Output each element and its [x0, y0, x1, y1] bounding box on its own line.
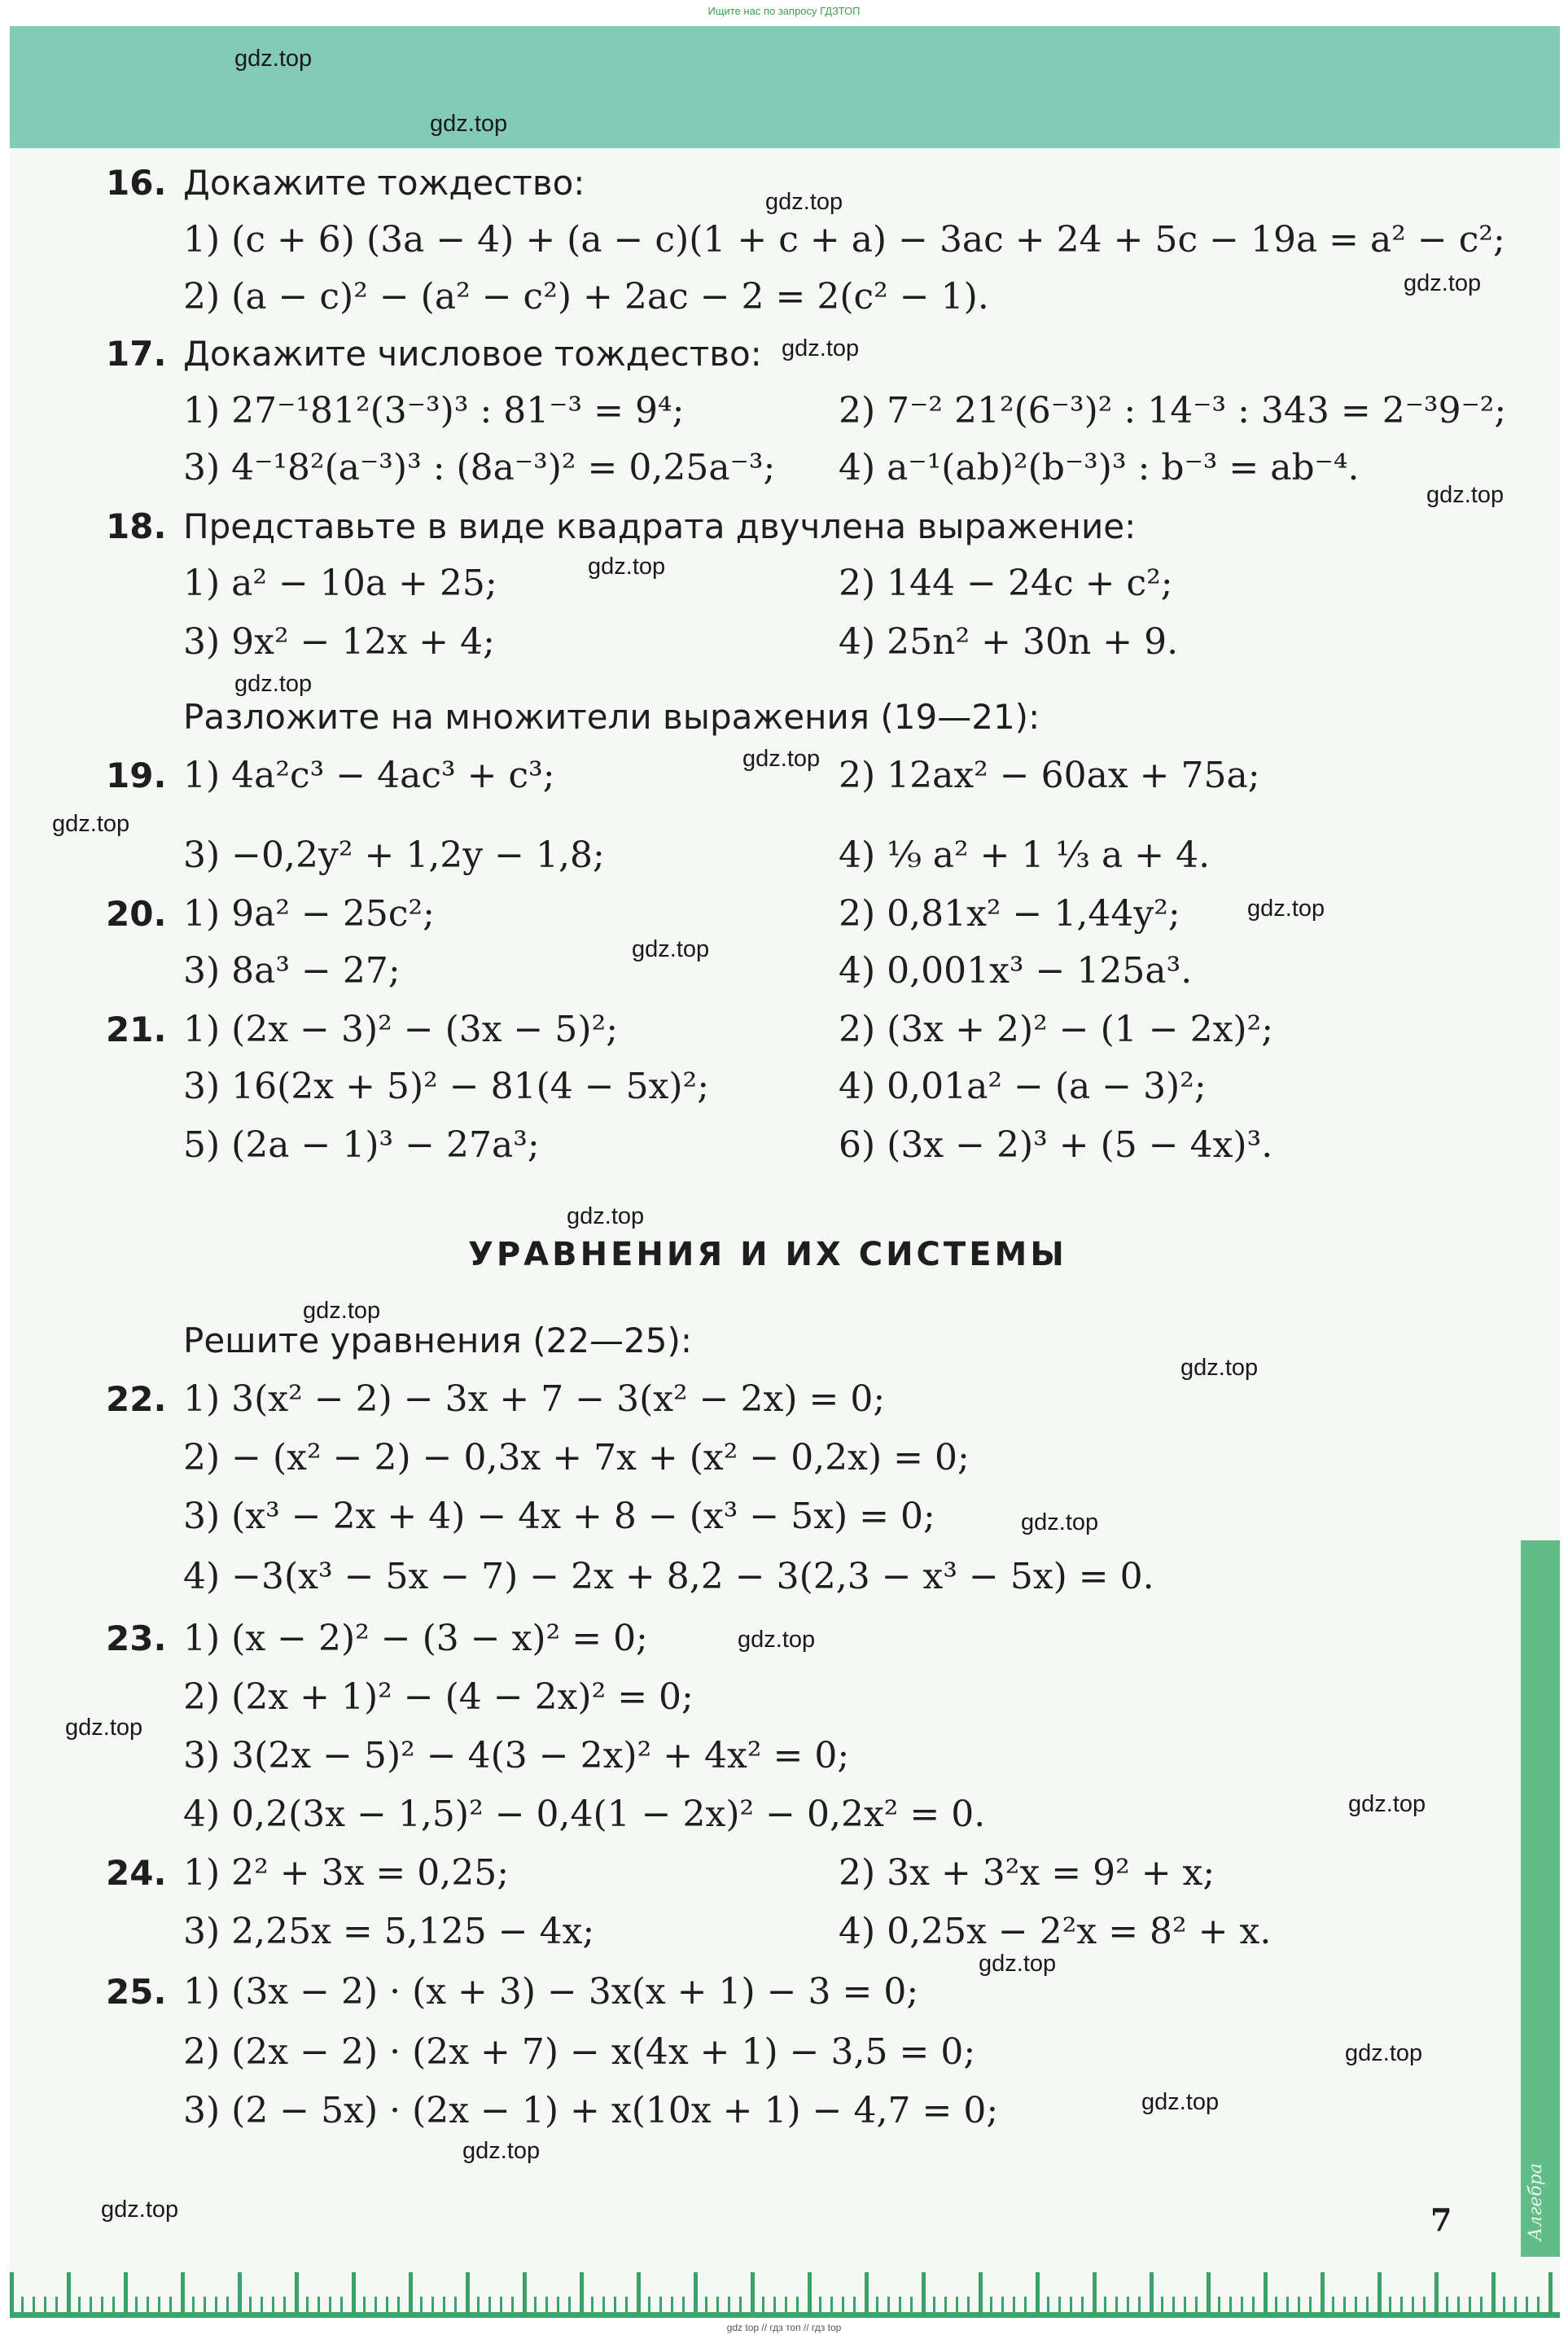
problem-17-title: Докажите числовое тождество: — [183, 334, 762, 374]
problem-18-item-3: 3) 9x² − 12x + 4; — [183, 621, 495, 663]
problem-17-item-3: 3) 4⁻¹8²(a⁻³)³ : (8a⁻³)² = 0,25a⁻³; — [183, 447, 776, 488]
problem-number-24: 24. — [106, 1853, 167, 1893]
watermark: gdz.top — [65, 1715, 143, 1741]
problem-25-item-3: 3) (2 − 5x) · (2x − 1) + x(10x + 1) − 4,7 = 0; — [183, 2090, 999, 2131]
problem-16-title: Докажите тождество: — [183, 163, 585, 203]
problem-24-item-1: 1) 2² + 3x = 0,25; — [183, 1852, 510, 1894]
section-title: УРАВНЕНИЯ И ИХ СИСТЕМЫ — [468, 1236, 1067, 1273]
solve-heading: Решите уравнения (22—25): — [183, 1321, 693, 1360]
problem-number-22: 22. — [106, 1379, 167, 1419]
watermark: gdz.top — [782, 335, 860, 361]
problem-17-item-1: 1) 27⁻¹81²(3⁻³)³ : 81⁻³ = 9⁴; — [183, 390, 685, 431]
watermark: gdz.top — [1404, 270, 1482, 296]
problem-22-item-3: 3) (x³ − 2x + 4) − 4x + 8 − (x³ − 5x) = 0; — [183, 1496, 935, 1537]
problem-18-item-4: 4) 25n² + 30n + 9. — [839, 621, 1179, 663]
watermark: gdz.top — [1141, 2089, 1220, 2115]
side-tab — [1521, 1540, 1560, 2257]
problem-23-item-2: 2) (2x + 1)² − (4 − 2x)² = 0; — [183, 1676, 694, 1718]
problem-16-item-2: 2) (a − c)² − (a² − c²) + 2ac − 2 = 2(c² − 1). — [183, 276, 989, 318]
problem-24-item-4: 4) 0,25x − 2²x = 8² + x. — [839, 1911, 1272, 1952]
problem-number-18: 18. — [106, 506, 167, 546]
problem-21-item-2: 2) (3x + 2)² − (1 − 2x)²; — [839, 1009, 1274, 1050]
problem-21-item-3: 3) 16(2x + 5)² − 81(4 − 5x)²; — [183, 1066, 710, 1107]
problem-23-item-4: 4) 0,2(3x − 1,5)² − 0,4(1 − 2x)² − 0,2x² = 0. — [183, 1794, 986, 1835]
problem-24-item-2: 2) 3x + 3²x = 9² + x; — [839, 1852, 1215, 1894]
watermark: gdz.top — [765, 189, 843, 215]
problem-17-item-4: 4) a⁻¹(ab)²(b⁻³)³ : b⁻³ = ab⁻⁴. — [839, 447, 1360, 488]
problem-23-item-3: 3) 3(2x − 5)² − 4(3 − 2x)² + 4x² = 0; — [183, 1735, 850, 1776]
problem-18-title: Представьте в виде квадрата двучлена выражение: — [183, 506, 1137, 546]
side-tab-label: Алгебра — [1526, 2162, 1546, 2240]
watermark: gdz.top — [234, 46, 313, 72]
watermark: gdz.top — [588, 554, 666, 580]
problem-24-item-3: 3) 2,25x = 5,125 − 4x; — [183, 1911, 595, 1952]
problem-23-item-1: 1) (x − 2)² − (3 − x)² = 0; — [183, 1618, 648, 1659]
problem-number-23: 23. — [106, 1618, 167, 1658]
bottom-note: gdz top // гдз топ // гдз top — [726, 2322, 842, 2333]
watermark: gdz.top — [1345, 2040, 1423, 2066]
watermark: gdz.top — [1021, 1509, 1099, 1535]
problem-21-item-1: 1) (2x − 3)² − (3x − 5)²; — [183, 1009, 619, 1050]
problem-20-item-3: 3) 8a³ − 27; — [183, 950, 401, 992]
watermark: gdz.top — [430, 111, 508, 137]
problem-25-item-1: 1) (3x − 2) · (x + 3) − 3x(x + 1) − 3 = 0; — [183, 1971, 919, 2013]
problem-number-21: 21. — [106, 1010, 167, 1049]
problem-21-item-6: 6) (3x − 2)³ + (5 − 4x)³. — [839, 1124, 1273, 1166]
watermark: gdz.top — [303, 1298, 381, 1324]
watermark: gdz.top — [101, 2197, 179, 2223]
problem-21-item-5: 5) (2a − 1)³ − 27a³; — [183, 1124, 540, 1166]
problem-20-item-4: 4) 0,001x³ − 125a³. — [839, 950, 1193, 992]
factor-heading: Разложите на множители выражения (19—21): — [183, 697, 1040, 737]
problem-number-16: 16. — [106, 163, 167, 203]
problem-21-item-4: 4) 0,01a² − (a − 3)²; — [839, 1066, 1207, 1107]
watermark: gdz.top — [52, 811, 130, 837]
watermark: gdz.top — [234, 671, 313, 697]
problem-22-item-4: 4) −3(x³ − 5x − 7) − 2x + 8,2 − 3(2,3 − x³ − 5x) = 0. — [183, 1556, 1154, 1597]
problem-20-item-1: 1) 9a² − 25c²; — [183, 893, 435, 935]
watermark: gdz.top — [1180, 1355, 1259, 1381]
problem-19-item-4: 4) ¹⁄₉ a² + 1 ¹⁄₃ a + 4. — [839, 834, 1211, 876]
problem-19-item-3: 3) −0,2y² + 1,2y − 1,8; — [183, 834, 605, 876]
problem-16-item-1: 1) (c + 6) (3a − 4) + (a − c)(1 + c + a) − 3ac + 24 + 5c − 19a = a² − c²; — [183, 219, 1505, 261]
problem-17-item-2: 2) 7⁻² 21²(6⁻³)² : 14⁻³ : 343 = 2⁻³9⁻²; — [839, 390, 1507, 431]
ruler-base — [10, 2312, 1560, 2318]
watermark: gdz.top — [738, 1627, 816, 1653]
watermark: gdz.top — [1247, 896, 1325, 922]
problem-18-item-2: 2) 144 − 24c + c²; — [839, 563, 1173, 604]
problem-22-item-2: 2) − (x² − 2) − 0,3x + 7x + (x² − 0,2x) = 0; — [183, 1437, 970, 1478]
page-number: 7 — [1430, 2201, 1452, 2238]
watermark: gdz.top — [632, 936, 710, 962]
header-band — [10, 26, 1560, 148]
watermark: gdz.top — [462, 2138, 541, 2164]
watermark: gdz.top — [979, 1951, 1057, 1977]
watermark: gdz.top — [567, 1203, 645, 1229]
problem-19-item-2: 2) 12ax² − 60ax + 75a; — [839, 755, 1260, 796]
watermark: gdz.top — [742, 746, 821, 772]
top-search-note: Ищите нас по запросу ГДЗТОП — [707, 5, 861, 17]
problem-20-item-2: 2) 0,81x² − 1,44y²; — [839, 893, 1180, 935]
problem-25-item-2: 2) (2x − 2) · (2x + 7) − x(4x + 1) − 3,5 = 0; — [183, 2031, 976, 2073]
problem-18-item-1: 1) a² − 10a + 25; — [183, 563, 497, 604]
ruler-decoration — [10, 2249, 1560, 2318]
problem-22-item-1: 1) 3(x² − 2) − 3x + 7 − 3(x² − 2x) = 0; — [183, 1378, 886, 1420]
problem-19-item-1: 1) 4a²c³ − 4ac³ + c³; — [183, 755, 555, 796]
problem-number-17: 17. — [106, 334, 167, 374]
problem-number-25: 25. — [106, 1972, 167, 2012]
problem-number-20: 20. — [106, 894, 167, 934]
watermark: gdz.top — [1426, 482, 1504, 508]
problem-number-19: 19. — [106, 756, 167, 795]
watermark: gdz.top — [1348, 1791, 1426, 1817]
